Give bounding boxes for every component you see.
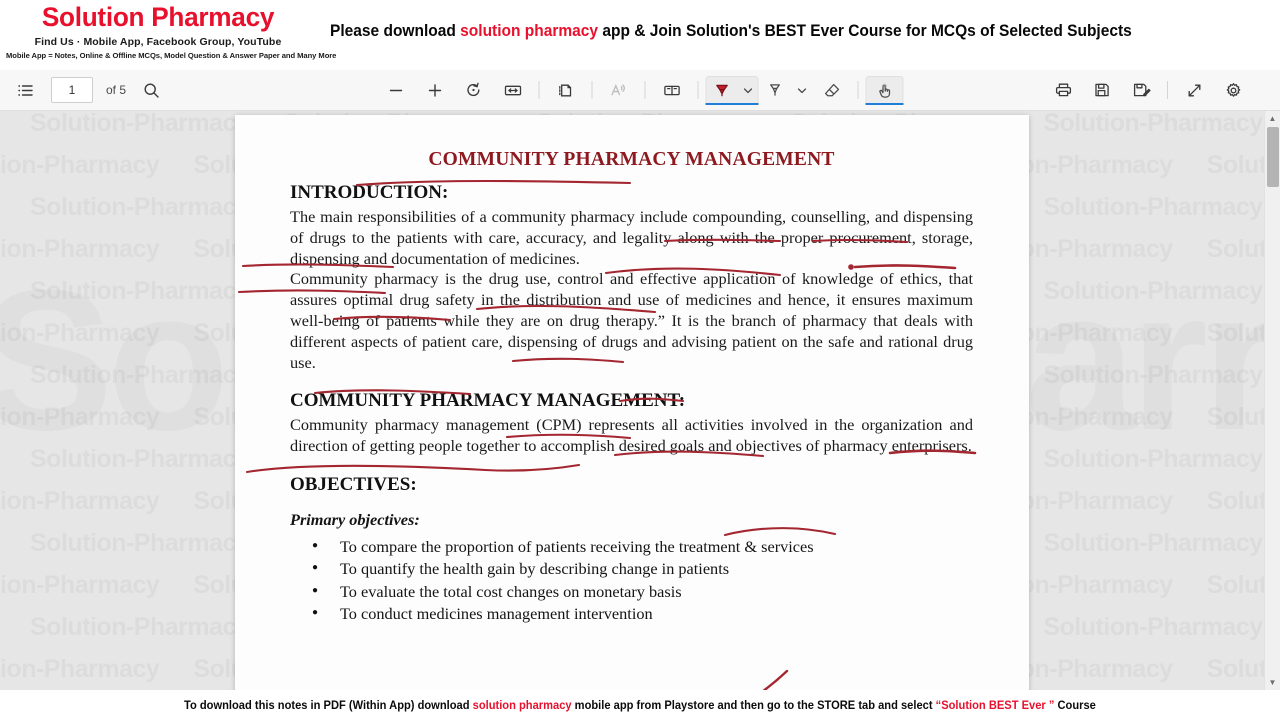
paragraph-intro-2: Community pharmacy is the drug use, control and effective application of knowledge of ethics, that assures optimal drug safety in the distribution and use of medicines and hence, it ensures maximum well-being of patients while they are on drug therapy.” It is the branch of pharmacy that deals with different aspects of patient care, dispensing of drugs and advising patient on the safe and rational drug use. <box>290 269 973 372</box>
page-total-label: of 5 <box>106 83 127 97</box>
highlighter-tool-group <box>706 76 759 105</box>
bottom-promo-banner <box>0 690 1280 720</box>
toolbar-divider <box>592 81 593 99</box>
page-number-input[interactable] <box>51 77 93 103</box>
chevron-down-icon[interactable] <box>738 76 758 105</box>
promo-message <box>330 22 1157 41</box>
objectives-list <box>312 536 973 625</box>
two-page-layout-icon[interactable] <box>653 76 691 105</box>
search-icon[interactable] <box>136 76 167 105</box>
document-title: COMMUNITY PHARMACY MANAGEMENT <box>428 149 835 170</box>
paragraph-cpm-1: Community pharmacy management (CPM) represents all activities involved in the organization and direction of getting people together to accomplish desired goals and objectives of pharmacy enterprisers. <box>290 415 973 456</box>
bottom-text-1: To download this notes in PDF (Within App) download <box>184 698 473 712</box>
fit-to-width-icon[interactable] <box>494 76 532 105</box>
top-promo-banner <box>0 0 1280 72</box>
touch-hand-icon[interactable] <box>866 76 904 105</box>
read-aloud-icon[interactable] <box>600 76 638 105</box>
pdf-toolbar <box>0 70 1280 111</box>
save-icon[interactable] <box>1083 76 1121 105</box>
brand-block <box>6 2 337 60</box>
promo-text-1: Please download <box>330 22 461 40</box>
scroll-down-arrow[interactable]: ▼ <box>1268 678 1277 687</box>
fullscreen-icon[interactable] <box>1175 76 1213 105</box>
pen-icon[interactable] <box>760 76 791 105</box>
promo-text-highlight: solution pharmacy <box>460 22 599 40</box>
highlighter-icon[interactable] <box>707 76 738 105</box>
brand-subtext: Mobile App = Notes, Online & Offline MCQs, Model Question & Answer Paper and Many More <box>6 51 337 60</box>
save-as-icon[interactable] <box>1122 76 1160 105</box>
bottom-text-2: mobile app from Playstore and then go to the STORE tab and select <box>571 698 936 712</box>
chevron-down-icon[interactable] <box>792 76 812 105</box>
scrollbar-thumb[interactable] <box>1267 127 1279 187</box>
page-content <box>235 115 1029 624</box>
brand-find-us: Find Us · Mobile App, Facebook Group, YouTube <box>34 36 282 48</box>
toolbar-right-group <box>1044 76 1252 105</box>
zoom-out-icon[interactable] <box>377 76 415 105</box>
toolbar-divider <box>858 81 859 99</box>
section-heading-objectives: OBJECTIVES: <box>290 473 417 495</box>
section-heading-cpm: COMMUNITY PHARMACY MANAGEMENT: <box>290 390 686 412</box>
paragraph-intro-1: The main responsibilities of a community pharmacy include compounding, counselling, and dispensing of drugs to the patients with care, accuracy, and legality along with the proper procurement, storage, dispensing and documentation of medicines. <box>290 207 973 268</box>
zoom-in-icon[interactable] <box>416 76 454 105</box>
bottom-text-highlight-2: “Solution BEST Ever ” <box>935 698 1055 712</box>
page-view-icon[interactable] <box>547 76 585 105</box>
toolbar-divider <box>539 81 540 99</box>
thumbnails-icon[interactable] <box>10 76 41 105</box>
toolbar-divider <box>698 81 699 99</box>
toolbar-divider <box>1167 81 1168 99</box>
subheading-primary-objectives: Primary objectives: <box>290 509 420 529</box>
print-icon[interactable] <box>1044 76 1082 105</box>
bottom-text-3: Course <box>1054 698 1096 712</box>
eraser-icon[interactable] <box>813 76 851 105</box>
brand-title: Solution Pharmacy <box>41 2 275 32</box>
list-item: ● To conduct medicines management intervention <box>312 603 973 624</box>
promo-text-2: app & Join Solution's BEST Ever Course for MCQs of Selected Subjects <box>598 22 1132 40</box>
toolbar-left-group <box>0 76 167 105</box>
list-item: ● To compare the proportion of patients receiving the treatment & services <box>312 536 973 557</box>
scroll-up-arrow[interactable]: ▲ <box>1268 114 1277 123</box>
bottom-promo-message <box>184 699 1096 712</box>
settings-gear-icon[interactable] <box>1214 76 1252 105</box>
toolbar-center-group <box>377 76 904 105</box>
toolbar-divider <box>645 81 646 99</box>
list-item: ● To quantify the health gain by describing change in patients <box>312 558 973 579</box>
pdf-page-1 <box>235 115 1029 690</box>
bottom-text-highlight-1: solution pharmacy <box>472 698 572 712</box>
list-item: ● To evaluate the total cost changes on monetary basis <box>312 581 973 602</box>
vertical-scrollbar[interactable] <box>1264 111 1280 690</box>
pdf-viewer-area[interactable] <box>0 111 1280 690</box>
rotate-icon[interactable] <box>455 76 493 105</box>
section-heading-introduction: INTRODUCTION: <box>290 182 449 203</box>
